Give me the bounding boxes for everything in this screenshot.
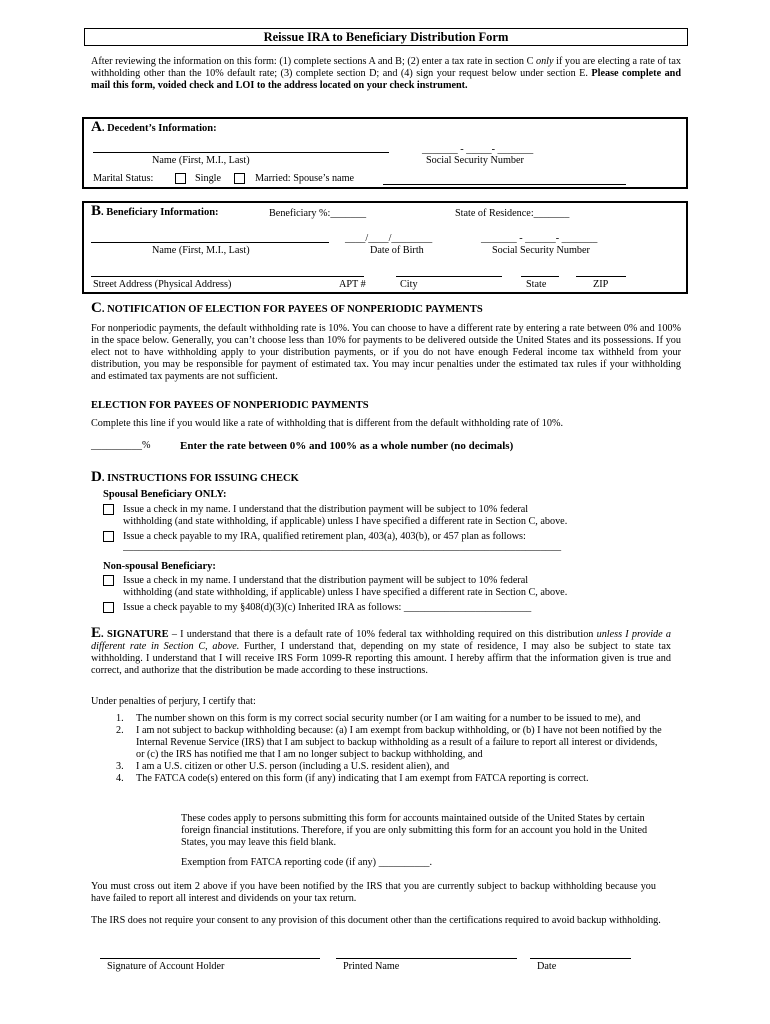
single-checkbox[interactable]	[175, 173, 186, 184]
form-title: Reissue IRA to Beneficiary Distribution Form	[84, 28, 688, 46]
spousal-heading: Spousal Beneficiary ONLY:	[103, 489, 227, 500]
city-label: City	[400, 279, 418, 290]
zip-field[interactable]	[576, 276, 626, 277]
spousal-option-1-text-2: withholding (and state withholding, if applicable) unless I have specified a different rate in Section C, above.	[123, 516, 568, 527]
beneficiary-name-field[interactable]	[91, 242, 329, 243]
section-e-title: . SIGNATURE	[101, 629, 169, 640]
signature-line[interactable]	[100, 958, 320, 959]
section-e-paragraph	[91, 627, 671, 677]
cert-num: 1.	[116, 713, 124, 724]
printed-name-line[interactable]	[336, 958, 517, 959]
section-d-letter: D	[91, 469, 102, 485]
zip-label: ZIP	[593, 279, 609, 290]
married-label: Married: Spouse’s name	[255, 173, 355, 184]
section-a-letter: A	[91, 119, 102, 135]
consent-statement: The IRS does not require your consent to any provision of this document other than the certifications required to avoid backup withholding.	[91, 915, 661, 926]
section-a-heading	[91, 121, 217, 135]
withholding-rate-field[interactable]: __________%	[91, 440, 151, 451]
nonspousal-check-in-name-checkbox[interactable]	[103, 575, 114, 586]
date-label: Date	[537, 961, 557, 972]
section-c-body: For nonperiodic payments, the default withholding rate is 10%. You can choose to have a different rate by entering a rate between 0% and 100% in the space below. Generally, you can’t choose less than 10% for payments to be delivered outside the United States and its possessions. If you elect not to have withholding apply to your distribution payments, or if you do not have enough Federal income tax withheld from your distribution, you may be responsible for payment of estimated tax. You may incur penalties under the estimated tax rules if your withholding and estimated tax payments are not sufficient.	[91, 323, 681, 382]
withholding-rate-instruction: Enter the rate between 0% and 100% as a whole number (no decimals)	[180, 440, 514, 452]
printed-name-label: Printed Name	[343, 961, 400, 972]
cert-text: The number shown on this form is my correct social security number (or I am waiting for a number to be issued to me), and	[136, 713, 641, 724]
beneficiary-dob-field[interactable]: ____/____/________	[345, 233, 433, 244]
spousal-option-1-text: Issue a check in my name. I understand that the distribution payment will be subject to 10% federal	[123, 504, 529, 515]
intro-paragraph	[91, 56, 681, 92]
perjury-statement: Under penalties of perjury, I certify that:	[91, 696, 256, 707]
intro-only: only	[535, 56, 554, 67]
decedent-name-field[interactable]	[93, 152, 389, 153]
beneficiary-name-label: Name (First, M.I., Last)	[152, 245, 250, 256]
cert-num: 3.	[116, 761, 124, 772]
beneficiary-ssn-field[interactable]: _______ - ______- _______	[481, 233, 598, 244]
fatca-note: These codes apply to persons submitting this form for accounts maintained outside of the United States by certain foreign financial institutions. Therefore, if you are only submitting this form for an account you hold in the United States, you may leave this field blank.	[181, 813, 648, 848]
signature-label: Signature of Account Holder	[107, 961, 225, 972]
state-field[interactable]	[521, 276, 559, 277]
section-c-title: . NOTIFICATION OF ELECTION FOR PAYEES OF NONPERIODIC PAYMENTS	[101, 304, 483, 315]
section-e-text: – I understand that there is a default rate of 10% federal tax withholding required on this distribution	[168, 629, 597, 640]
intro-bold-instruction: Please complete and mail this form, voided check and LOI to the address located on your check instrument.	[91, 68, 681, 91]
city-field[interactable]	[396, 276, 502, 277]
cert-item-2	[116, 725, 666, 761]
section-c-letter: C	[91, 300, 102, 316]
cert-num: 2.	[116, 725, 124, 736]
spouse-name-field[interactable]	[383, 184, 626, 185]
section-a-title: . Decedent’s Information:	[101, 123, 217, 134]
beneficiary-percent-field[interactable]: Beneficiary %:_______	[269, 208, 367, 219]
election-subheading: ELECTION FOR PAYEES OF NONPERIODIC PAYMENTS	[91, 400, 369, 411]
beneficiary-ssn-label: Social Security Number	[492, 245, 590, 256]
cert-item-4	[116, 773, 666, 785]
section-e-text-2: Further, I understand that, depending on my state of residence, I may also be subject to state tax withholding. I understand that I will receive IRS Form 1099-R reporting this amount. I hereby affirm that the information given is true and correct, and authorize that the distribution be made according to these instructions.	[91, 641, 671, 676]
spousal-check-in-name-checkbox[interactable]	[103, 504, 114, 515]
crossout-instruction: You must cross out item 2 above if you have been notified by the IRS that you are currently subject to backup withholding because you have failed to report all interest and dividends on your tax return.	[91, 881, 656, 904]
apt-label: APT #	[339, 279, 366, 290]
intro-text-2: if you are electing a rate of tax withholding other than the 10% default rate; (3) complete section D; and (4) sign your request below under section E.	[91, 56, 681, 79]
cert-num: 4.	[116, 773, 124, 784]
fatca-exemption-field[interactable]: Exemption from FATCA reporting code (if any) __________.	[181, 857, 433, 868]
section-b-heading	[91, 205, 219, 219]
date-line[interactable]	[530, 958, 631, 959]
beneficiary-dob-label: Date of Birth	[370, 245, 424, 256]
section-b-title: . Beneficiary Information:	[101, 207, 219, 218]
section-c-heading	[91, 302, 483, 316]
nonspousal-heading: Non-spousal Beneficiary:	[103, 561, 216, 572]
nonspousal-inherited-ira-checkbox[interactable]	[103, 602, 114, 613]
section-d-title: . INSTRUCTIONS FOR ISSUING CHECK	[101, 473, 299, 484]
intro-text: After reviewing the information on this form: (1) complete sections A and B; (2) enter a tax rate in section C	[91, 56, 536, 67]
cert-text: I am not subject to backup withholding because: (a) I am exempt from backup withholding, or (b) I have not been notified by the Internal Revenue Service (IRS) that I am subject to backup withholding as a result of a failure to report all interest or dividends, or (c) the IRS has notified me that I am no longer subject to backup withholding, and	[136, 725, 662, 760]
election-instruction: Complete this line if you would like a rate of withholding that is different from the default withholding rate of 10%.	[91, 418, 564, 429]
section-d-heading	[91, 471, 299, 485]
certification-list	[116, 713, 666, 785]
spousal-ira-field[interactable]: ______________________________________________________________________________________	[123, 541, 562, 552]
decedent-ssn-label: Social Security Number	[426, 155, 524, 166]
cert-item-1	[116, 713, 666, 725]
spousal-check-to-ira-checkbox[interactable]	[103, 531, 114, 542]
state-label: State	[526, 279, 547, 290]
cert-item-3	[116, 761, 666, 773]
section-e-italic: unless I provide a different rate in Section C, above.	[91, 629, 671, 652]
street-address-label: Street Address (Physical Address)	[93, 279, 232, 290]
married-checkbox[interactable]	[234, 173, 245, 184]
street-address-field[interactable]	[91, 276, 364, 277]
spousal-option-2-text: Issue a check payable to my IRA, qualified retirement plan, 403(a), 403(b), or 457 plan as follows:	[123, 531, 526, 542]
section-e-letter: E	[91, 625, 102, 641]
nonspousal-option-1-text-2: withholding (and state withholding, if applicable) unless I have specified a different rate in Section C, above.	[123, 587, 568, 598]
nonspousal-option-2-text[interactable]: Issue a check payable to my §408(d)(3)(c) Inherited IRA as follows: _________________________	[123, 602, 532, 613]
section-b-letter: B	[91, 203, 102, 219]
decedent-ssn-field[interactable]: _______ - _____- _______	[422, 144, 534, 155]
marital-status-label: Marital Status:	[93, 173, 154, 184]
cert-text: I am a U.S. citizen or other U.S. person (including a U.S. resident alien), and	[136, 761, 450, 772]
decedent-name-label: Name (First, M.I., Last)	[152, 155, 250, 166]
nonspousal-option-1-text: Issue a check in my name. I understand that the distribution payment will be subject to 10% federal	[123, 575, 529, 586]
state-of-residence-field[interactable]: State of Residence:_______	[455, 208, 570, 219]
cert-text: The FATCA code(s) entered on this form (if any) indicating that I am exempt from FATCA reporting is correct.	[136, 773, 589, 784]
single-label: Single	[195, 173, 222, 184]
